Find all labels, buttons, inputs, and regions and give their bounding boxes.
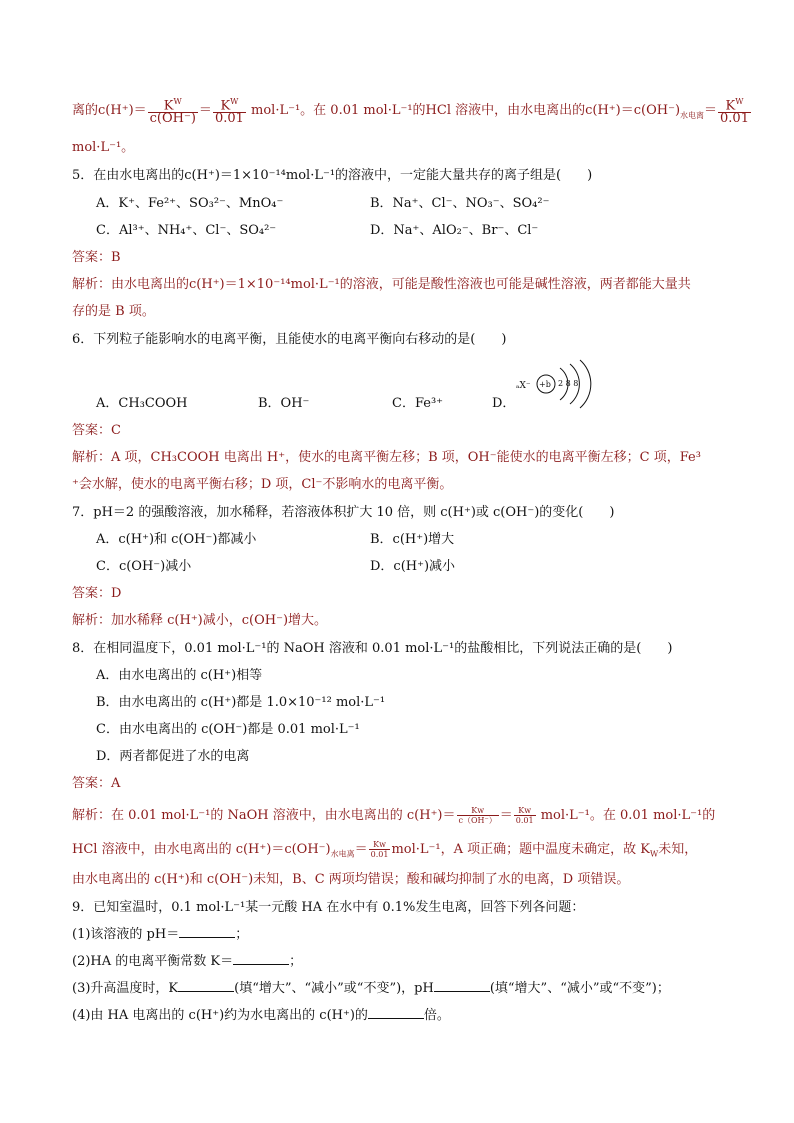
fraction-kw-over-001-b: $\frac{K^W}{0.01}$	[720, 97, 749, 127]
q7-analysis: 解析：加水稀释 c(H⁺)减小，c(OH⁻)增大。	[72, 613, 328, 628]
q6-option-c: C．Fe³⁺	[392, 396, 444, 411]
q8-answer: 答案：A	[72, 776, 121, 791]
q7-option-c: C．c(OH⁻)减小	[96, 559, 192, 574]
q5-option-a: A．K⁺、Fe²⁺、SO₃²⁻、MnO₄⁻	[96, 196, 284, 211]
q8-option-c: C．由水电离出的 c(OH⁻)都是 0.01 mol·L⁻¹	[96, 722, 360, 737]
atom-shells: 2 8 8	[558, 379, 579, 388]
answer-blank[interactable]	[178, 979, 234, 992]
q5-option-c: C．Al³⁺、NH₄⁺、Cl⁻、SO₄²⁻	[96, 223, 277, 238]
continuation-line-2: mol·L⁻¹。	[72, 140, 135, 155]
atom-nucleus: +b	[539, 380, 551, 389]
q9-part-2: (2)HA 的电离平衡常数 K＝ ；	[72, 954, 303, 969]
q5-analysis-line-2: 存的是 B 项。	[72, 304, 155, 319]
q6-option-d: D．	[492, 396, 516, 411]
q8-analysis-line-1: 解析：在 0.01 mol·L⁻¹的 NaOH 溶液中，由水电离出的 c(H⁺)＝ $\frac{Kw}{c(OH^-)}$ ＝ $\frac{Kw}{0.01}$ mol·L⁻¹。在 0.01 mol·L⁻¹的	[72, 806, 716, 825]
q9-part-1: (1)该溶液的 pH＝ ；	[72, 927, 249, 942]
q6-answer: 答案：C	[72, 423, 121, 438]
atom-structure-diagram	[516, 358, 626, 410]
text: 离的	[72, 103, 99, 119]
q9-part-4: (4)由 HA 电离出的 c(H⁺)约为水电离出的 c(H⁺)的 倍。	[72, 1008, 450, 1023]
fraction-kw-over-oh: $\frac{K^W}{c(OH^-)}$	[149, 97, 196, 127]
q8-option-b: B．由水电离出的 c(H⁺)都是 1.0×10⁻¹² mol·L⁻¹	[96, 695, 386, 710]
q8-analysis-line-2: HCl 溶液中，由水电离出的 $c(H^+)=c(OH^-)_{水电离}=$ $\frac{Kw}{0.01}$ mol·L⁻¹，A 项正确；题中温度未确定，故 $K_W$未知，	[72, 840, 698, 859]
q6-option-a: A．CH₃COOH	[96, 396, 188, 411]
q7-stem: 7．pH＝2 的强酸溶液，加水稀释，若溶液体积扩大 10 倍，则 c(H⁺)或 c(OH⁻)的变化( )	[72, 505, 615, 520]
q8-analysis-line-3: 由水电离出的 c(H⁺)和 c(OH⁻)未知，B、C 两项均错误；酸和碱均抑制了水的电离，D 项错误。	[72, 872, 630, 887]
q8-stem: 8．在相同温度下，0.01 mol·L⁻¹的 NaOH 溶液和 0.01 mol·L⁻¹的盐酸相比，下列说法正确的是( )	[72, 641, 673, 656]
q6-stem: 6．下列粒子能影响水的电离平衡，且能使水的电离平衡向右移动的是( )	[72, 332, 507, 347]
q7-option-b: B．c(H⁺)增大	[370, 532, 455, 547]
q5-stem: 5．在由水电离出的c(H⁺)＝1×10⁻¹⁴mol·L⁻¹的溶液中，一定能大量共存的离子组是( )	[72, 168, 593, 183]
q6-analysis-line-2: ⁺会水解，使水的电离平衡右移；D 项，Cl⁻不影响水的电离平衡。	[72, 477, 453, 492]
fraction-kw-over-oh: $\frac{Kw}{c(OH^-)}$	[458, 806, 497, 825]
q8-option-d: D．两者都促进了水的电离	[96, 749, 250, 764]
q8-option-a: A．由水电离出的 c(H⁺)相等	[96, 668, 263, 683]
q6-option-b: B．OH⁻	[258, 396, 310, 411]
text: c(H⁺)＝	[98, 103, 147, 119]
q5-answer: 答案：B	[72, 250, 121, 265]
answer-blank[interactable]	[179, 925, 235, 938]
fraction-kw-over-001: $\frac{Kw}{0.01}$	[370, 840, 389, 859]
q5-option-b: B．Na⁺、Cl⁻、NO₃⁻、SO₄²⁻	[370, 196, 550, 211]
q7-option-a: A．c(H⁺)和 c(OH⁻)都减小	[96, 532, 257, 547]
atom-symbol: ₐX⁻	[516, 381, 531, 391]
q5-option-d: D．Na⁺、AlO₂⁻、Br⁻、Cl⁻	[370, 223, 539, 238]
q5-analysis-line-1: 解析：由水电离出的c(H⁺)＝1×10⁻¹⁴mol·L⁻¹的溶液，可能是酸性溶液也可能是碱性溶液，两者都能大量共	[72, 277, 691, 292]
q7-answer: 答案：D	[72, 586, 122, 601]
q9-stem: 9．已知室温时，0.1 mol·L⁻¹某一元酸 HA 在水中有 0.1%发生电离，回答下列各问题：	[72, 900, 585, 915]
continuation-line-1: 离的c(H⁺)＝ $\frac{K^W}{c(OH^-)}$ ＝ $\frac{K^W}{0.01}$ mol·L⁻¹。在 0.01 mol·L⁻¹的HCl 溶液中，由水电离出的$c(H^+)=c(OH^-)_{水电离}=$ $\frac{K^W}{0.01}$	[72, 97, 749, 127]
fraction-kw-over-001: $\frac{Kw}{0.01}$	[515, 806, 534, 825]
answer-blank[interactable]	[368, 1006, 424, 1019]
answer-blank[interactable]	[434, 979, 490, 992]
q6-analysis-line-1: 解析：A 项，CH₃COOH 电离出 H⁺，使水的电离平衡左移；B 项，OH⁻能使水的电离平衡左移；C 项，Fe³	[72, 450, 701, 465]
fraction-kw-over-001: $\frac{K^W}{0.01}$	[214, 97, 244, 127]
answer-blank[interactable]	[233, 952, 289, 965]
q9-part-3: (3)升高温度时，K (填“增大”、“减小”或“不变”)，pH (填“增大”、“减小”或“不变”)；	[72, 981, 670, 996]
q7-option-d: D．c(H⁺)减小	[370, 559, 456, 574]
